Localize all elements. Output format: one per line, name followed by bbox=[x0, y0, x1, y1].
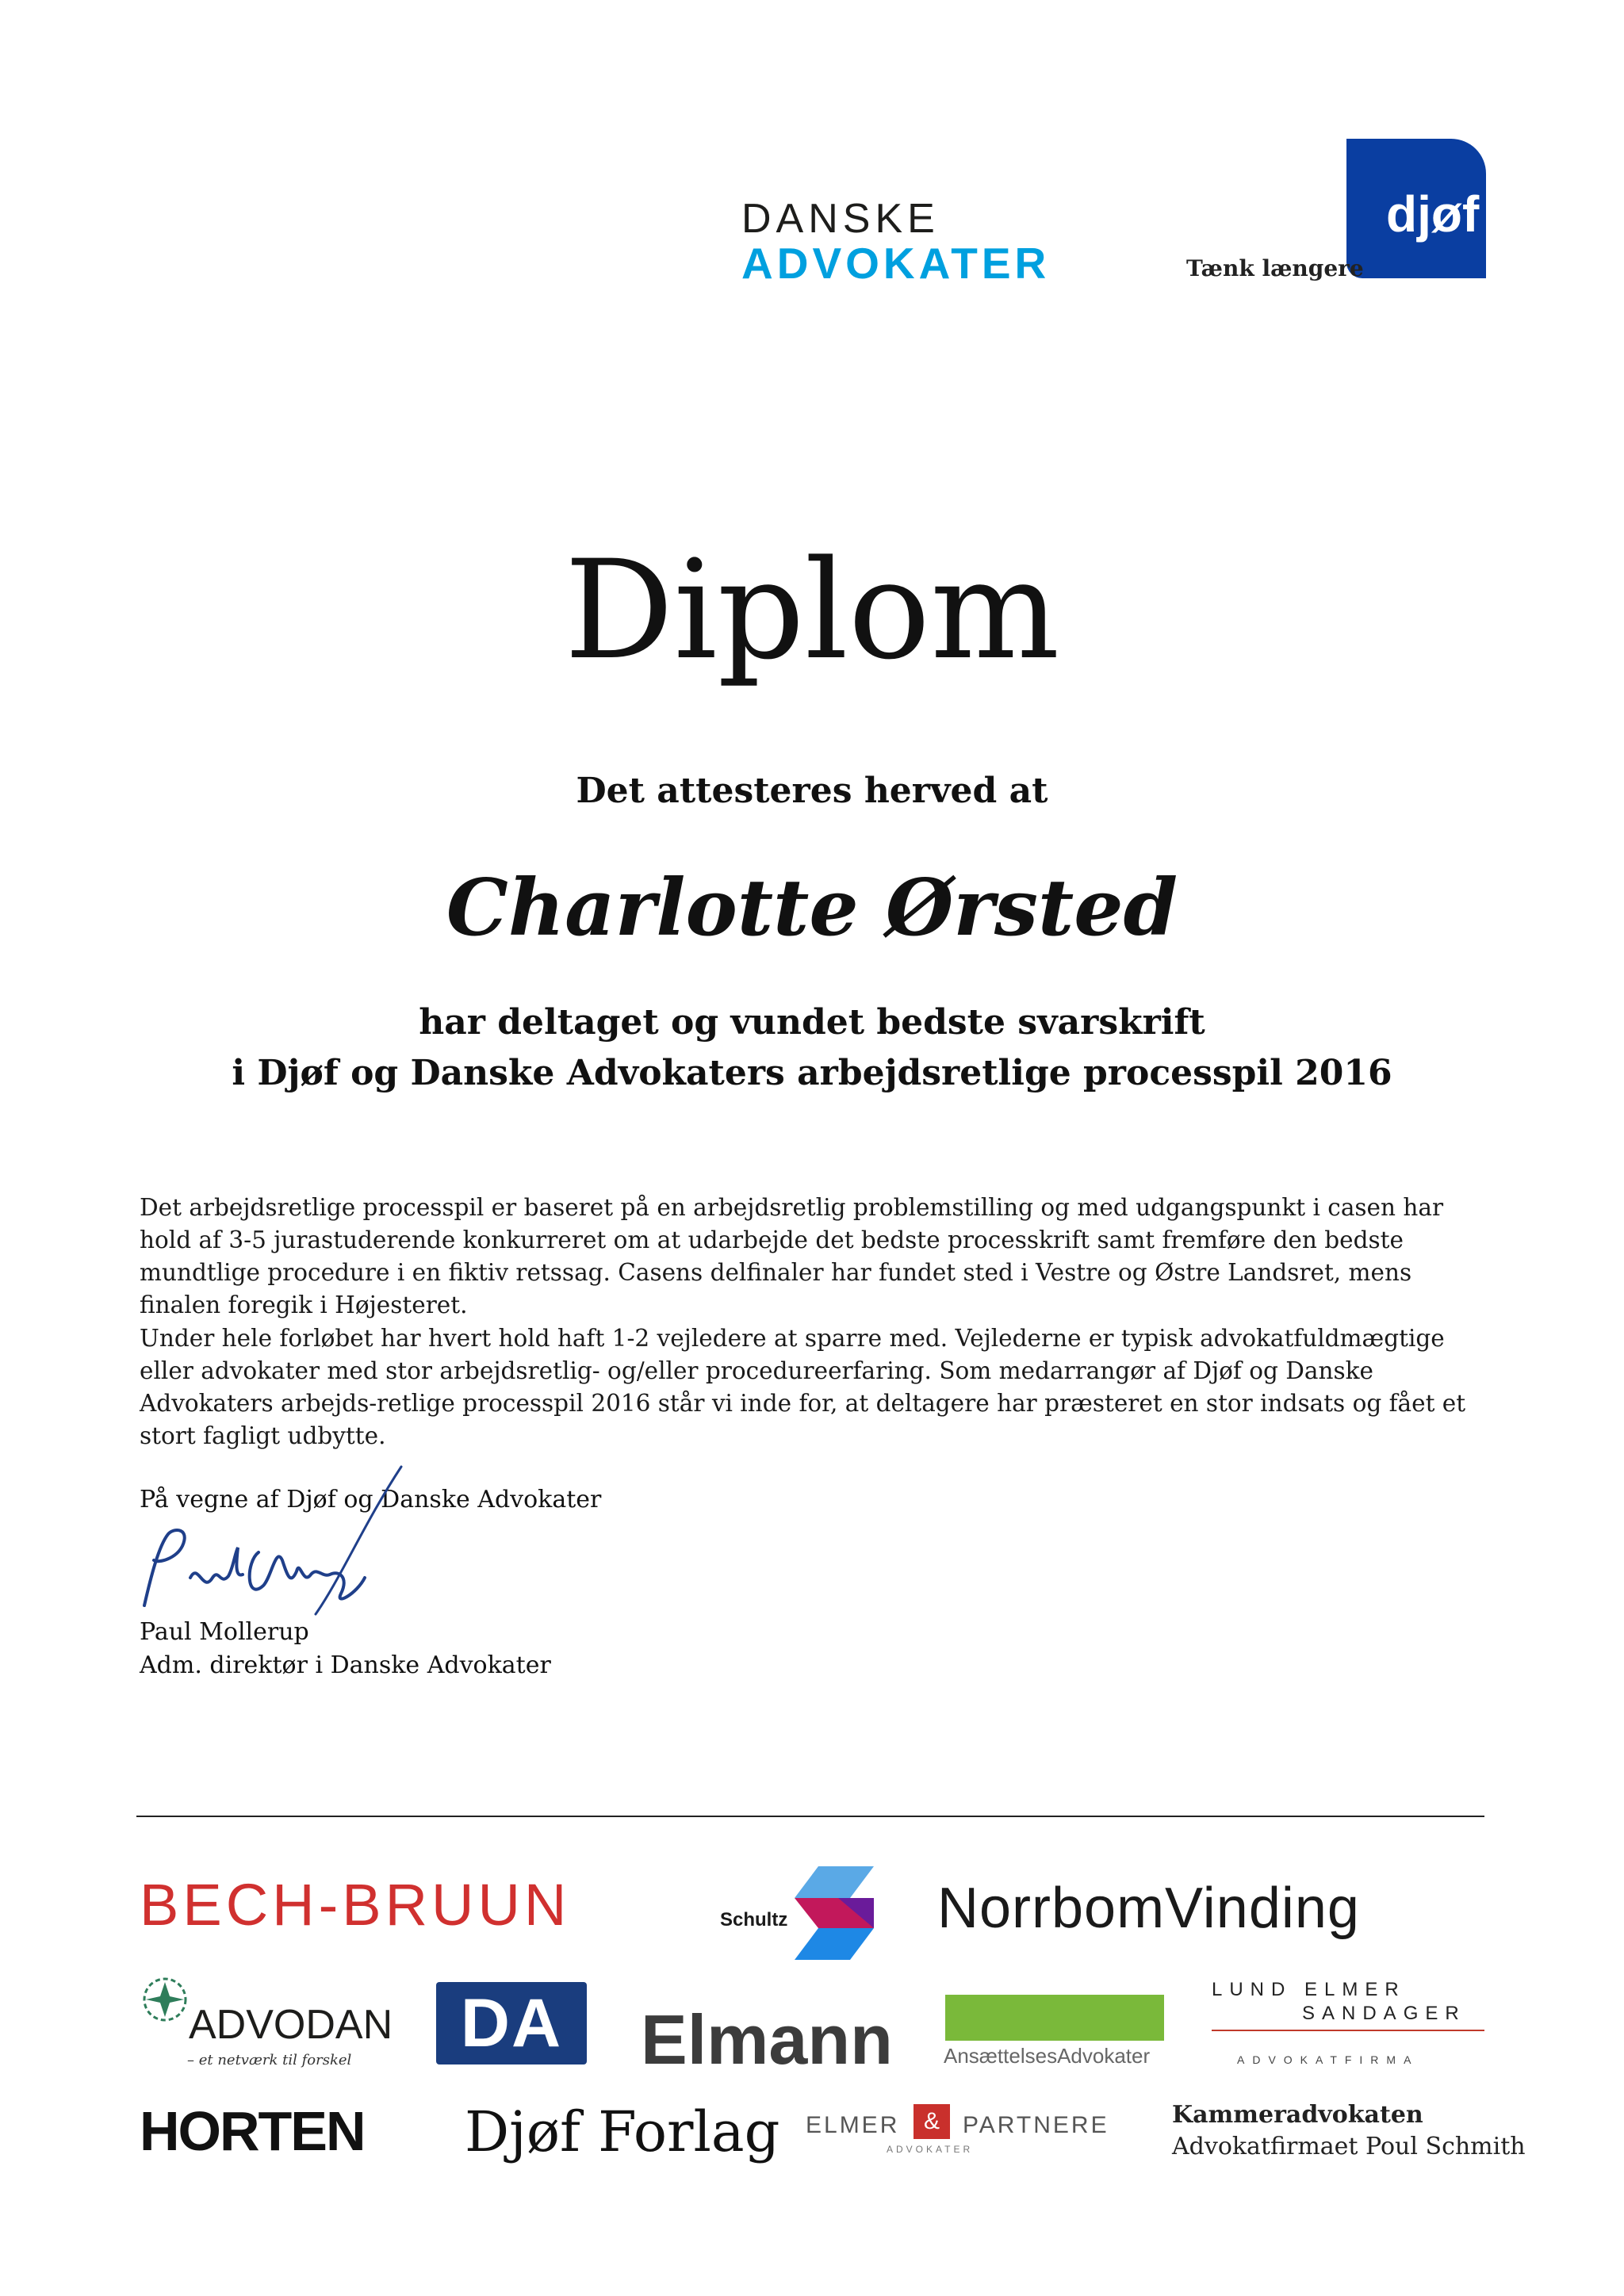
recipient-name: Charlotte Ørsted bbox=[446, 863, 1178, 954]
elmer-logo-amp: & bbox=[914, 2104, 950, 2139]
djof-logo bbox=[1346, 139, 1486, 278]
djof-logo-text: djøf bbox=[1386, 186, 1480, 243]
elmann-logo: Elmann bbox=[641, 2000, 893, 2079]
lund-elmer-rule bbox=[1212, 2030, 1484, 2031]
da-logo: DA bbox=[436, 1982, 587, 2064]
elmer-logo-right: PARTNERE bbox=[963, 2112, 1109, 2138]
djof-forlag-logo: Djøf Forlag bbox=[465, 2099, 780, 2164]
schultz-logo-mark bbox=[795, 1866, 874, 1960]
horten-logo: HORTEN bbox=[140, 2100, 365, 2162]
kammeradvokaten-line-2: Advokatfirmaet Poul Schmith bbox=[1172, 2133, 1526, 2160]
lund-elmer-line-2: SANDAGER bbox=[1302, 2003, 1466, 2024]
elmer-logo-sub: ADVOKATER bbox=[887, 2144, 974, 2155]
description-paragraph-1: Det arbejdsretlige processpil er baseret på en arbejdsretlig problemstilling og med udgangspunkt i casen har hold af 3-5 jurastuderende konkurreret om at udarbejde det bedste processkrift samt fremføre den bedste mundtlige procedure i en fiktiv retssag. Casens delfinaler har fundet sted i Vestre og Østre Landsret, mens finalen foregik i Højesteret. bbox=[140, 1194, 1444, 1318]
norrbom-vinding-logo: NorrbomVinding bbox=[937, 1877, 1360, 1940]
signer-name: Paul Mollerup bbox=[140, 1618, 309, 1646]
signer-block bbox=[140, 1616, 551, 1682]
divider-line bbox=[136, 1816, 1484, 1817]
schultz-logo-text: Schultz bbox=[720, 1909, 788, 1931]
logo-line-danske: DANSKE bbox=[741, 196, 940, 242]
attest-line: Det attesteres herved at bbox=[576, 771, 1048, 811]
advodan-tagline: – et netværk til forskel bbox=[187, 2052, 352, 2068]
lund-elmer-line-3: ADVOKATFIRMA bbox=[1237, 2053, 1419, 2066]
certificate-title: Diplom bbox=[564, 530, 1060, 690]
logo-line-advokater: ADVOKATER bbox=[741, 239, 1051, 288]
award-line-1: har deltaget og vundet bedste svarskrift bbox=[419, 1002, 1205, 1043]
advodan-star-icon bbox=[140, 1974, 190, 2025]
award-text bbox=[0, 997, 1624, 1099]
lund-elmer-line-1: LUND ELMER bbox=[1212, 1979, 1406, 2000]
description-paragraph-2: Under hele forløbet har hvert hold haft 1-2 vejledere at sparre med. Vejlederne er typisk advokatfuldmægtige eller advokater med stor arbejdsretlig- og/eller procedureerfaring. Som medarrangør af Djøf og Danske Advokaters arbejds-retlige processpil 2016 står vi inde for, at deltagere har præsteret en stor indsats og fået et stort fagligt udbytte. bbox=[140, 1325, 1466, 1449]
signer-title: Adm. direktør i Danske Advokater bbox=[140, 1651, 551, 1679]
elmer-logo-left: ELMER bbox=[806, 2112, 900, 2138]
kammeradvokaten-line-1: Kammeradvokaten bbox=[1172, 2101, 1423, 2129]
ansaettelsesadvokater-mark bbox=[945, 1995, 1164, 2041]
award-line-2: i Djøf og Danske Advokaters arbejdsretlige processpil 2016 bbox=[232, 1053, 1392, 1093]
ansaettelsesadvokater-logo: AnsættelsesAdvokater bbox=[944, 2044, 1151, 2068]
on-behalf-text: På vegne af Djøf og Danske Advokater bbox=[140, 1486, 602, 1513]
handwritten-signature bbox=[127, 1459, 412, 1617]
djof-tagline: Tænk længere bbox=[1186, 255, 1364, 281]
bech-bruun-logo: BECH-BRUUN bbox=[140, 1872, 571, 1938]
advodan-logo: ADVODAN bbox=[189, 2002, 393, 2048]
danske-advokater-logo bbox=[741, 196, 1051, 288]
